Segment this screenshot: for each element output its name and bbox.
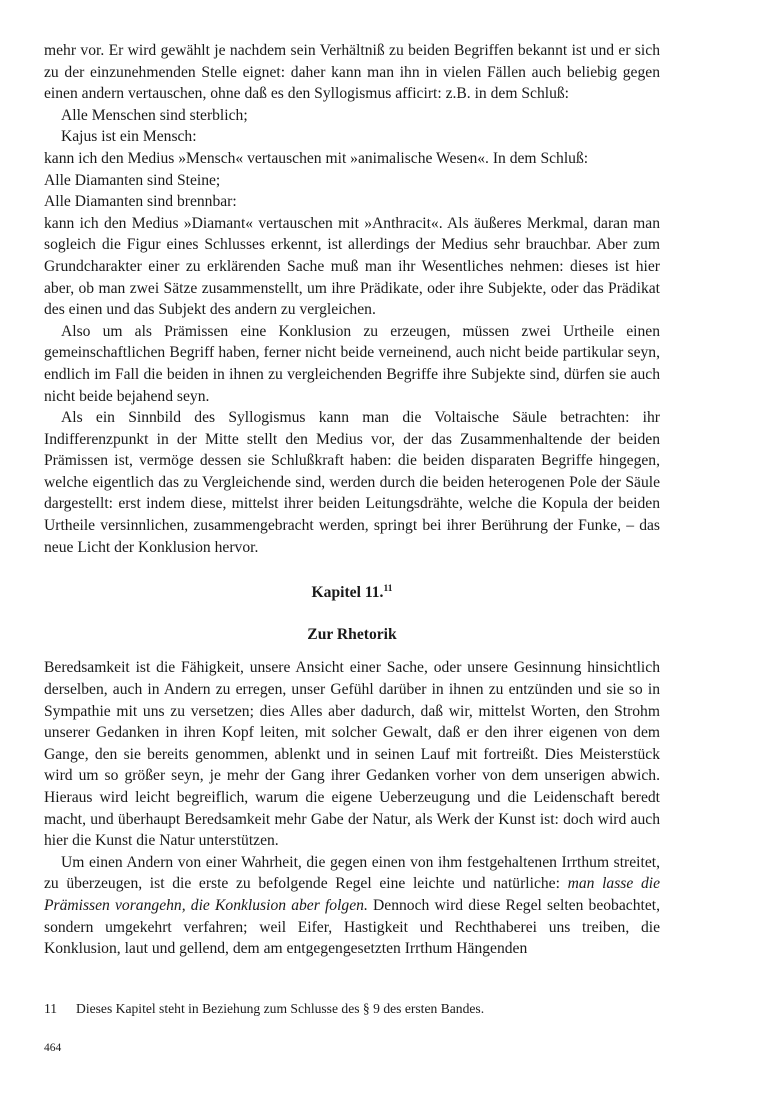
paragraph-medius: kann ich den Medius »Diamant« vertauschen mit »Anthracit«. Als äußeres Merkmal, daran man sogleich die Figur eines Schlusses erkennt, ist allerdings der Medius sehr brauchbar. Aber zum Grundcharakter einer zu erklärenden Sache muß man ihr Wesentliches nehmen: dieses ist hier aber, ob man zwei Sätze zusammenstellt, um ihre Prädikate, oder ihre Subjekte, oder das Prädikat des einen und das Subjekt des andern zu vergleichen. — [44, 214, 660, 319]
page-number: 464 — [44, 1042, 62, 1054]
example-premise-2: Kajus ist ein Mensch: — [61, 128, 197, 146]
chapter-title: Zur Rhetorik — [307, 625, 397, 643]
example-explanation: kann ich den Medius »Mensch« vertauschen mit »animalische Wesen«. In dem Schluß: — [44, 149, 589, 167]
paragraph-praemissen: Also um als Prämissen eine Konklusion zu erzeugen, müssen zwei Urtheile einen gemeinschaftlichen Begriff haben, ferner nicht beide verneinend, auch nicht beide partikular seyn, endlich im Fall die beiden in ihnen zu vergleichenden Begriffe ihre Subjekte sind, dürfen sie auch nicht beide bejahend seyn. — [44, 322, 660, 405]
diamond-premise-1: Alle Diamanten sind Steine; — [44, 171, 221, 189]
footnote-text: Dieses Kapitel steht in Beziehung zum Schlusse des § 9 des ersten Bandes. — [76, 1001, 485, 1016]
diamond-premise-2: Alle Diamanten sind brennbar: — [44, 193, 237, 211]
footnote — [44, 1000, 660, 1018]
paragraph-beredsamkeit: Beredsamkeit ist die Fähigkeit, unsere Ansicht einer Sache, oder unsere Gesinnung hinsichtlich derselben, auch in Andern zu erregen, unser Gefühl darüber in ihnen zu entzünden und sie so in Sympathie mit uns zu versetzen; dies Alles aber dadurch, daß wir, mittelst Worten, den Strohm unserer Gedanken in ihren Kopf leiten, mit solcher Gewalt, daß er den ihrer eigenen von dem Gange, den sie bereits genommen, ablenkt und in seinen Lauf mit fortreißt. Dies Meisterstück wird um so größer seyn, je mehr der Gang ihrer Gedanken vorher von dem unserigen abwich. Hieraus wird leicht begreiflich, warum die eigene Ueberzeugung und die Leidenschaft beredt macht, und überhaupt Beredsamkeit mehr Gabe der Natur, als Werk der Kunst ist: doch wird auch hier die Kunst die Natur unterstützen. — [44, 659, 660, 850]
page-body — [44, 40, 660, 960]
example-premise-1: Alle Menschen sind sterblich; — [61, 106, 248, 124]
continuation-paragraph: mehr vor. Er wird gewählt je nachdem sein Verhältniß zu beiden Begriffen bekannt ist und er sich zu der einzunehmenden Stelle eignet: daher kann man ihn in vielen Fällen auch beliebig gegen einen andern vertauschen, ohne daß es den Syllogismus afficirt: z.B. in dem Schluß: — [44, 42, 660, 103]
paragraph-wahrheit-emphasis: man lasse die Prämissen vorangehn, die Konklusion aber folgen. — [44, 875, 660, 914]
chapter-heading-text: Kapitel 11. — [311, 584, 384, 602]
paragraph-wahrheit-start: Um einen Andern von einer Wahrheit, die gegen einen von ihm festgehaltenen Irrthum streitet, zu überzeugen, ist die erste zu befolgende Regel eine leichte und natürliche: — [44, 853, 660, 893]
paragraph-wahrheit-end: Dennoch wird diese Regel selten beobachtet, sondern umgekehrt verfahren; weil Eifer, Hastigkeit und Rechthaberei uns treiben, die Konklusion, laut und gellend, dem am entgegengesetzten Irrthum Hängenden — [44, 896, 660, 958]
paragraph-voltaic-pile: Als ein Sinnbild des Syllogismus kann man die Voltaische Säule betrachten: ihr Indifferenzpunkt in der Mitte stellt den Medius vor, der das Zusammenhaltende der beiden Prämissen ist, vermöge dessen sie Schlußkraft haben: die beiden disparaten Begriffe hingegen, welche eigentlich das zu Vergleichende sind, werden durch die beiden heterogenen Pole der Säule dargestellt: erst indem diese, mittelst ihrer beiden Leitungsdrähte, welche die Kopula der beiden Urtheile versinnlichen, zusammengebracht werden, springt bei ihrer Berührung der Funke, – das neue Licht der Konklusion hervor. — [44, 409, 660, 556]
footnote-number: 11 — [44, 1001, 58, 1016]
paragraph-wahrheit — [44, 852, 660, 960]
chapter-heading — [44, 582, 660, 604]
footnote-reference[interactable]: 11 — [383, 584, 393, 595]
